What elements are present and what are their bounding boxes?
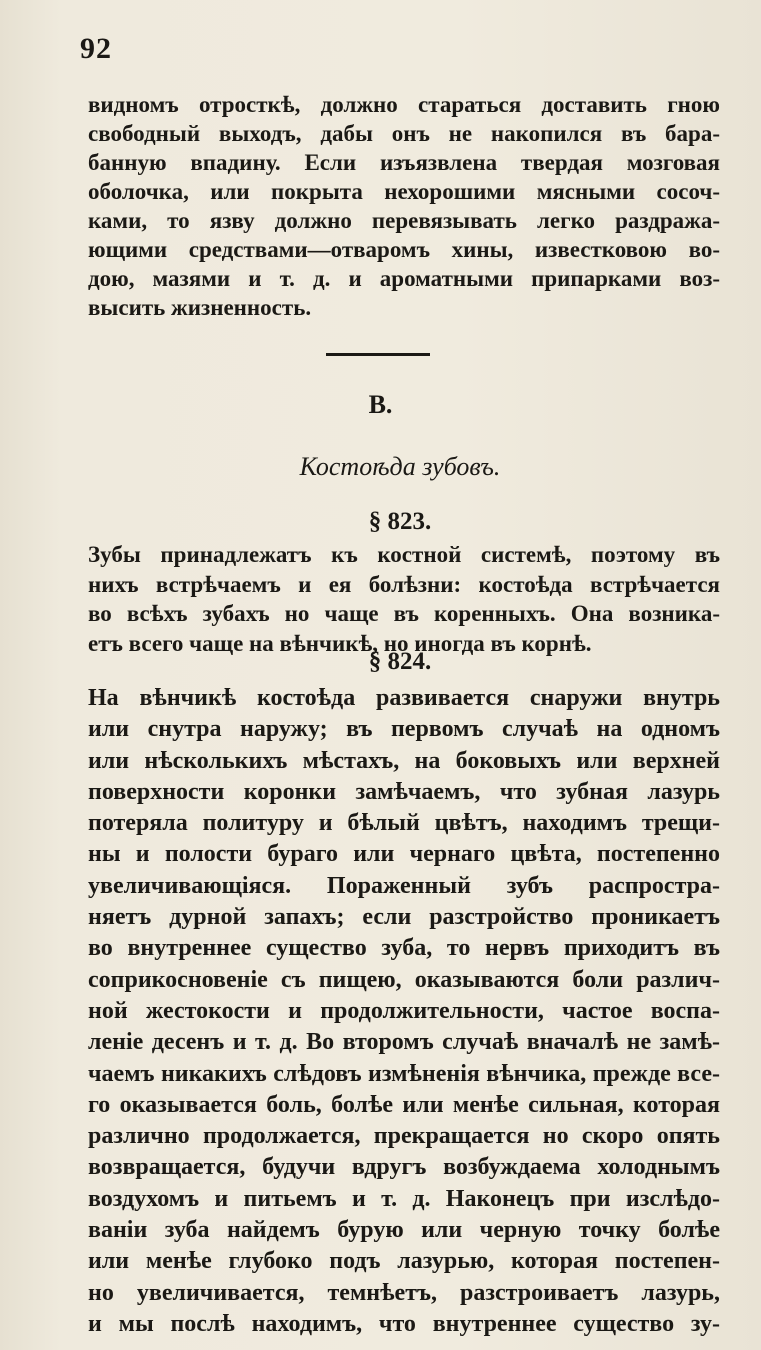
section-letter: В. <box>368 390 393 419</box>
text-line: и мы послѣ находимъ, что внутреннее существо зу- <box>88 1310 720 1337</box>
text-line: банную впадину. Если изъязвлена твердая мозговая <box>88 150 720 175</box>
text-line: или снутра наружу; въ первомъ случаѣ на одномъ <box>88 716 720 743</box>
paragraph-number: § 824. <box>368 648 432 675</box>
section-title: Костоѣда зубовъ. <box>299 452 501 481</box>
text-line: воздухомъ и питьемъ и т. д. Наконецъ при изслѣдо- <box>88 1185 720 1212</box>
text-line: ваніи зуба найдемъ бурую или черную точку болѣе <box>88 1217 720 1244</box>
text-line: или нѣсколькихъ мѣстахъ, на боковыхъ или верхней <box>88 747 720 774</box>
text-line: но увеличивается, темнѣетъ, разстроиваетъ лазурь, <box>88 1279 720 1306</box>
text-line: ной жестокости и продолжительности, частое воспа- <box>88 997 720 1024</box>
text-line: чаемъ никакихъ слѣдовъ измѣненія вѣнчика, прежде все- <box>88 1060 720 1087</box>
text-line: во всѣхъ зубахъ но чаще въ коренныхъ. Она возника- <box>88 601 720 626</box>
paragraph-823 <box>88 540 720 658</box>
text-line: леніе десенъ и т. д. Во второмъ случаѣ вначалѣ не замѣ- <box>88 1029 720 1056</box>
text-line: поверхности коронки замѣчаемъ, что зубная лазурь <box>88 778 720 805</box>
text-line: Зубы принадлежатъ къ костной системѣ, поэтому въ <box>88 542 720 567</box>
text-line: увеличивающіяся. Пораженный зубъ распростра- <box>88 872 720 899</box>
text-line: или менѣе глубоко подъ лазурью, которая постепен- <box>88 1248 720 1275</box>
text-line: потеряла политуру и бѣлый цвѣтъ, находимъ трещи- <box>88 810 720 837</box>
text-line: дою, мазями и т. д. и ароматными припарками воз- <box>88 266 720 291</box>
text-line: соприкосновеніе съ пищею, оказываются боли различ- <box>88 966 720 993</box>
text-line: На вѣнчикѣ костоѣда развивается снаружи внутрь <box>88 685 720 711</box>
text-line: ками, то язву должно перевязывать легко раздража- <box>88 208 720 233</box>
paragraph-number: § 823. <box>368 508 432 535</box>
page-number: 92 <box>80 32 112 65</box>
text-line: свободный выходъ, дабы онъ не накопился въ бара- <box>88 121 720 146</box>
text-line: нихъ встрѣчаемъ и ея болѣзни: костоѣда встрѣчается <box>88 571 720 597</box>
text-line: во внутреннее существо зуба, то нервъ приходитъ въ <box>88 935 720 962</box>
text-line: ющими средствами—отваромъ хины, известковою во- <box>88 237 720 262</box>
text-line: ны и полости бураго или чернаго цвѣта, постепенно <box>88 841 720 868</box>
section-divider <box>326 353 430 356</box>
text-line: высить жизненность. <box>88 295 312 320</box>
text-line: различно продолжается, прекращается но скоро опять <box>88 1123 720 1150</box>
text-line: няетъ дурной запахъ; если разстройство проникаетъ <box>88 904 720 931</box>
paragraph-continuation <box>88 90 720 322</box>
text-line: етъ всего чаще на вѣнчикѣ, но иногда въ корнѣ. <box>88 630 592 656</box>
text-line: видномъ отросткѣ, должно стараться доставить гною <box>88 92 720 117</box>
paragraph-824 <box>88 683 720 1340</box>
text-line: возвращается, будучи вдругъ возбуждаема холоднымъ <box>88 1154 720 1181</box>
text-line: оболочка, или покрыта нехорошими мясными сосоч- <box>88 179 720 204</box>
text-line: го оказывается боль, болѣе или менѣе сильная, которая <box>88 1091 720 1118</box>
